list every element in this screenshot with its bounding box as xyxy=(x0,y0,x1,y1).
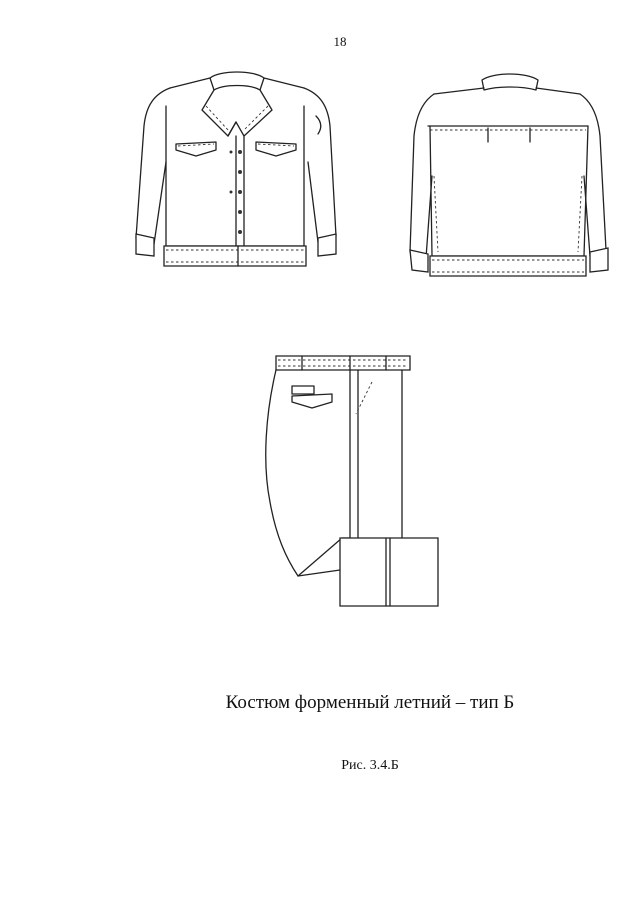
figure-reference: Рис. 3.4.Б xyxy=(341,758,399,773)
jacket-front-icon xyxy=(132,66,342,276)
jacket-back-icon xyxy=(404,66,614,276)
page-number: 18 xyxy=(333,34,347,49)
figure-caption: Костюм формeнный летний – тип Б xyxy=(225,692,515,713)
trousers-icon xyxy=(262,352,452,612)
